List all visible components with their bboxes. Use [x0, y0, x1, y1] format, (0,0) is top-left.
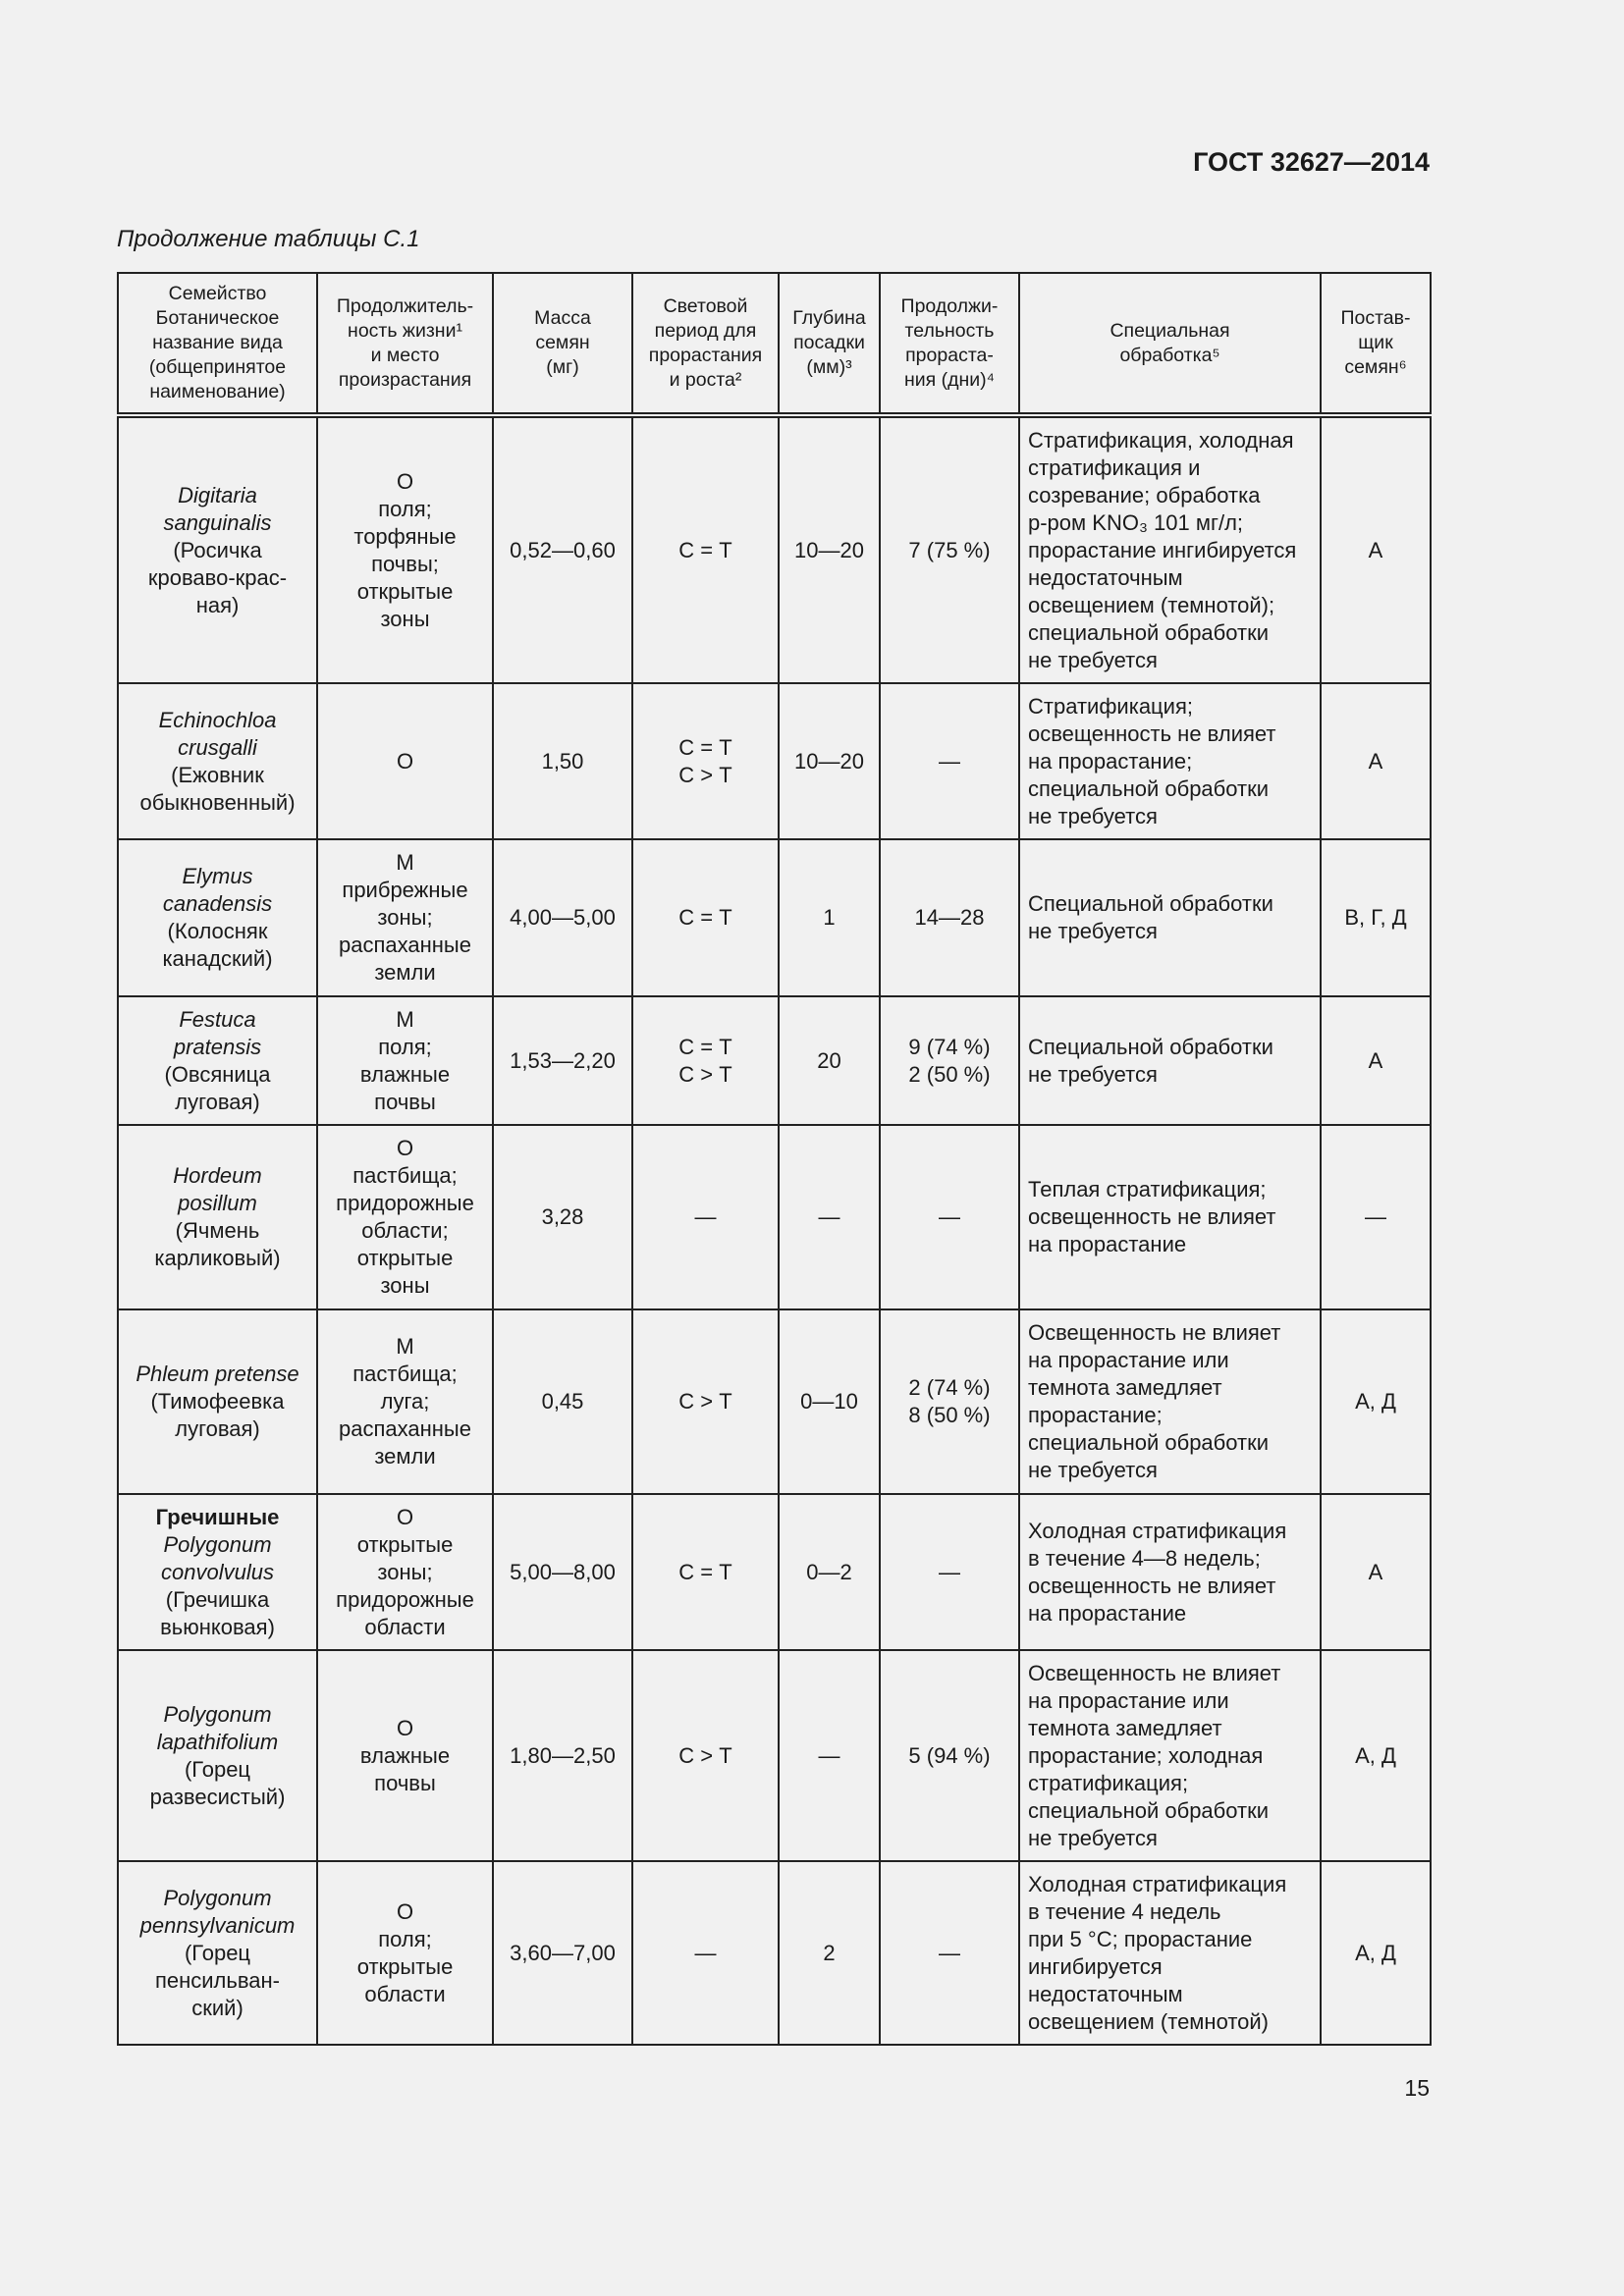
treatment-cell: Стратификация; освещенность не влияет на прорастание; специальной обработки не требуется — [1019, 683, 1321, 839]
treatment-cell: Специальной обработки не требуется — [1019, 839, 1321, 996]
life-cell: О влажные почвы — [317, 1650, 493, 1861]
mass-cell: 1,80—2,50 — [493, 1650, 632, 1861]
mass-cell: 0,45 — [493, 1309, 632, 1494]
depth-cell: 10—20 — [779, 683, 880, 839]
duration-cell: 14—28 — [880, 839, 1019, 996]
depth-cell: 10—20 — [779, 415, 880, 683]
species-common: (Колосняк канадский) — [162, 919, 273, 971]
species-latin: Digitaria sanguinalis — [163, 482, 272, 535]
species-latin: Polygonum convolvulus — [161, 1531, 274, 1584]
species-cell — [118, 1309, 317, 1494]
supplier-cell: А, Д — [1321, 1650, 1431, 1861]
duration-cell: — — [880, 1494, 1019, 1650]
table-row — [118, 1650, 1431, 1861]
column-header: Масса семян (мг) — [493, 273, 632, 415]
supplier-cell: А — [1321, 1494, 1431, 1650]
mass-cell: 0,52—0,60 — [493, 415, 632, 683]
table-row — [118, 1861, 1431, 2045]
table-header-row — [118, 273, 1431, 415]
duration-cell: — — [880, 1861, 1019, 2045]
species-cell — [118, 1494, 317, 1650]
column-header: Постав- щик семян⁶ — [1321, 273, 1431, 415]
duration-cell: 5 (94 %) — [880, 1650, 1019, 1861]
duration-cell: 7 (75 %) — [880, 415, 1019, 683]
treatment-cell: Освещенность не влияет на прорастание или темнота замедляет прорастание; холодная стратификация; специальной обработки не требуется — [1019, 1650, 1321, 1861]
standard-number: ГОСТ 32627—2014 — [1193, 147, 1430, 177]
life-cell: О поля; открытые области — [317, 1861, 493, 2045]
column-header: Продолжитель- ность жизни¹ и место произрастания — [317, 273, 493, 415]
life-cell: О открытые зоны; придорожные области — [317, 1494, 493, 1650]
light-cell: — — [632, 1861, 779, 2045]
table-continuation-caption: Продолжение таблицы С.1 — [117, 226, 420, 252]
species-latin: Hordeum posillum — [173, 1163, 262, 1215]
light-cell: — — [632, 1125, 779, 1309]
mass-cell: 4,00—5,00 — [493, 839, 632, 996]
supplier-cell: А, Д — [1321, 1309, 1431, 1494]
depth-cell: — — [779, 1650, 880, 1861]
depth-cell: 20 — [779, 996, 880, 1125]
treatment-cell: Теплая стратификация; освещенность не влияет на прорастание — [1019, 1125, 1321, 1309]
life-cell: М прибрежные зоны; распаханные земли — [317, 839, 493, 996]
species-cell — [118, 996, 317, 1125]
species-latin: Phleum pretense — [135, 1362, 299, 1386]
mass-cell: 1,53—2,20 — [493, 996, 632, 1125]
light-cell: С > Т — [632, 1309, 779, 1494]
treatment-cell: Специальной обработки не требуется — [1019, 996, 1321, 1125]
table-row — [118, 415, 1431, 683]
mass-cell: 3,28 — [493, 1125, 632, 1309]
supplier-cell: А — [1321, 683, 1431, 839]
depth-cell: 0—2 — [779, 1494, 880, 1650]
supplier-cell: — — [1321, 1125, 1431, 1309]
table-row — [118, 839, 1431, 996]
life-cell: М пастбища; луга; распаханные земли — [317, 1309, 493, 1494]
species-common: (Тимофеевка луговая) — [150, 1389, 285, 1441]
table-row — [118, 1309, 1431, 1494]
column-header: Семейство Ботаническое название вида (общепринятое наименование) — [118, 273, 317, 415]
life-cell: О — [317, 683, 493, 839]
species-cell — [118, 1125, 317, 1309]
duration-cell: 9 (74 %) 2 (50 %) — [880, 996, 1019, 1125]
species-latin: Polygonum pennsylvanicum — [139, 1885, 296, 1938]
light-cell: С = Т — [632, 415, 779, 683]
table-row — [118, 996, 1431, 1125]
light-cell: С = Т — [632, 1494, 779, 1650]
depth-cell: 0—10 — [779, 1309, 880, 1494]
species-common: (Горец пенсильван- ский) — [154, 1940, 281, 2020]
treatment-cell: Стратификация, холодная стратификация и созревание; обработка р-ром KNO₃ 101 мг/л; прорастание ингибируется недостаточным освещением (темнотой); специальной обработки не требуется — [1019, 415, 1321, 683]
column-header: Продолжи- тельность прораста- ния (дни)⁴ — [880, 273, 1019, 415]
page-number: 15 — [1404, 2075, 1430, 2101]
duration-cell: 2 (74 %) 8 (50 %) — [880, 1309, 1019, 1494]
species-family: Гречишные — [155, 1504, 280, 1529]
species-cell — [118, 1861, 317, 2045]
mass-cell: 5,00—8,00 — [493, 1494, 632, 1650]
column-header: Глубина посадки (мм)³ — [779, 273, 880, 415]
species-latin: Echinochloa crusgalli — [158, 707, 277, 760]
species-common: (Овсяница луговая) — [164, 1061, 271, 1114]
treatment-cell: Освещенность не влияет на прорастание или темнота замедляет прорастание; специальной обработки не требуется — [1019, 1309, 1321, 1494]
light-cell: С > Т — [632, 1650, 779, 1861]
supplier-cell: А — [1321, 996, 1431, 1125]
species-common: (Горец развесистый) — [149, 1756, 286, 1809]
depth-cell: — — [779, 1125, 880, 1309]
species-common: (Гречишка вьюнковая) — [160, 1586, 275, 1639]
species-latin: Polygonum lapathifolium — [156, 1701, 279, 1754]
table-row — [118, 683, 1431, 839]
supplier-cell: В, Г, Д — [1321, 839, 1431, 996]
light-cell: С = Т С > Т — [632, 996, 779, 1125]
species-table — [117, 272, 1432, 2046]
duration-cell: — — [880, 683, 1019, 839]
supplier-cell: А — [1321, 415, 1431, 683]
table-row — [118, 1494, 1431, 1650]
light-cell: С = Т С > Т — [632, 683, 779, 839]
column-header: Световой период для прорастания и роста² — [632, 273, 779, 415]
table-row — [118, 1125, 1431, 1309]
species-cell — [118, 839, 317, 996]
column-header: Специальная обработка⁵ — [1019, 273, 1321, 415]
species-common: (Ячмень карликовый) — [154, 1218, 281, 1270]
treatment-cell: Холодная стратификация в течение 4—8 недель; освещенность не влияет на прорастание — [1019, 1494, 1321, 1650]
light-cell: С = Т — [632, 839, 779, 996]
mass-cell: 1,50 — [493, 683, 632, 839]
species-cell — [118, 415, 317, 683]
life-cell: М поля; влажные почвы — [317, 996, 493, 1125]
life-cell: О поля; торфяные почвы; открытые зоны — [317, 415, 493, 683]
species-cell — [118, 1650, 317, 1861]
treatment-cell: Холодная стратификация в течение 4 недель при 5 °С; прорастание ингибируется недостаточным освещением (темнотой) — [1019, 1861, 1321, 2045]
depth-cell: 1 — [779, 839, 880, 996]
depth-cell: 2 — [779, 1861, 880, 2045]
species-latin: Elymus canadensis — [162, 864, 273, 916]
species-cell — [118, 683, 317, 839]
supplier-cell: А, Д — [1321, 1861, 1431, 2045]
species-common: (Росичка кроваво-крас- ная) — [147, 537, 288, 617]
mass-cell: 3,60—7,00 — [493, 1861, 632, 2045]
species-latin: Festuca pratensis — [173, 1006, 262, 1059]
duration-cell: — — [880, 1125, 1019, 1309]
species-common: (Ежовник обыкновенный) — [139, 762, 296, 815]
life-cell: О пастбища; придорожные области; открытые зоны — [317, 1125, 493, 1309]
